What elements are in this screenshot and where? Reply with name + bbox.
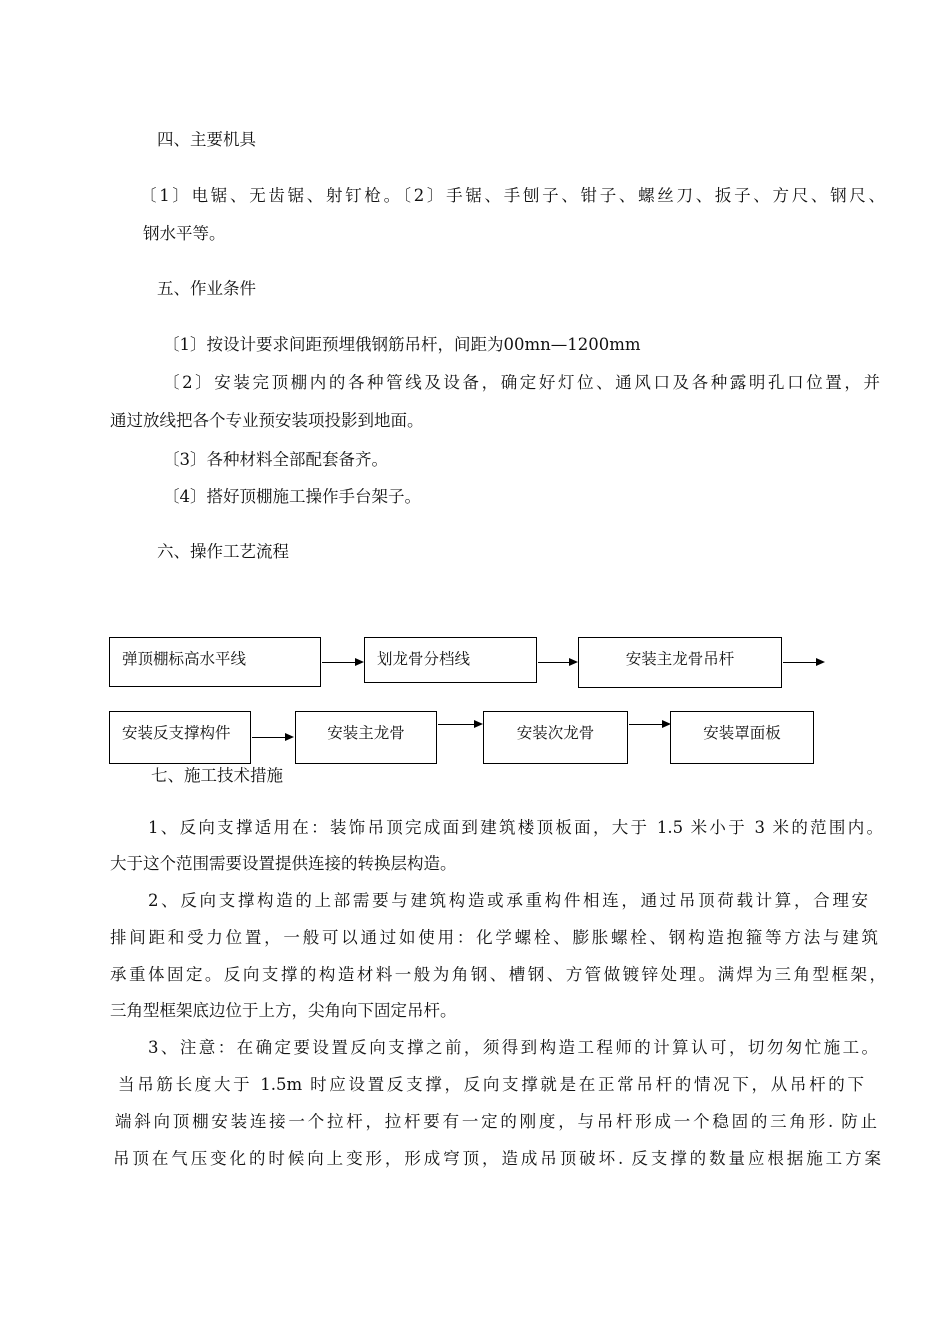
flow-step-4-label: 安装反支撑构件 [122, 724, 231, 742]
flow-step-5-label: 安装主龙骨 [327, 724, 405, 742]
section5-item2a: 〔2〕安装完顶棚内的各种管线及设备，确定好灯位、通风口及各种露明孔口位置，并 [163, 373, 880, 392]
flow-step-6 [483, 711, 628, 764]
section5-item4: 〔4〕搭好顶棚施工操作手台架子。 [163, 487, 421, 506]
section5-item1: 〔1〕按设计要求间距预埋俄钢筋吊杆，间距为00mn—1200mm [163, 335, 641, 354]
flow-arrow-4 [252, 737, 292, 738]
section5-heading: 五、作业条件 [157, 279, 256, 298]
section4-heading: 四、主要机具 [157, 130, 256, 149]
flow-arrow-2 [538, 662, 576, 663]
section7-p2c: 承重体固定。反向支撑的构造材料一般为角钢、槽钢、方管做镀锌处理。满焊为三角型框架， [110, 965, 886, 984]
flow-step-3 [578, 637, 782, 688]
section7-heading: 七、施工技术措施 [151, 766, 283, 785]
flow-step-5 [295, 711, 437, 764]
flow-arrow-1 [322, 662, 362, 663]
flow-step-6-label: 安装次龙骨 [516, 724, 595, 742]
section7-p3: 3、注意：在确定要设置反向支撑之前，须得到构造工程师的计算认可，切勿匆忙施工。 [148, 1038, 878, 1057]
flow-step-7-label: 安装罩面板 [703, 724, 781, 742]
section7-p1b: 大于这个范围需要设置提供连接的转换层构造。 [110, 854, 457, 873]
flow-step-3-label: 安装主龙骨吊杆 [625, 650, 735, 668]
section4-line1: 〔1〕电锯、无齿锯、射钉枪。〔2〕手锯、手刨子、钳子、螺丝刀、扳子、方尺、钢尺、 [140, 186, 885, 205]
flow-step-2 [364, 637, 537, 683]
flow-step-1-label: 弹顶棚标高水平线 [122, 650, 247, 668]
section7-p2d: 三角型框架底边位于上方，尖角向下固定吊杆。 [110, 1001, 457, 1020]
section5-item3: 〔3〕各种材料全部配套备齐。 [163, 450, 388, 469]
section7-p4c: 吊顶在气压变化的时候向上变形，形成穹顶，造成吊顶破坏. 反支撑的数量应根据施工方案 [113, 1149, 881, 1168]
section6-heading: 六、操作工艺流程 [157, 542, 289, 561]
section7-p1a: 1、反向支撑适用在：装饰吊顶完成面到建筑楼顶板面，大于 1.5 米小于 3 米的范围内。 [148, 818, 883, 837]
flow-step-4 [109, 711, 251, 764]
section7-p4a: 当吊筋长度大于 1.5m 时应设置反支撑，反向支撑就是在正常吊杆的情况下，从吊杆的下 [118, 1075, 864, 1094]
flow-step-1 [109, 637, 321, 687]
section4-line2: 钢水平等。 [143, 224, 226, 243]
flow-step-7 [670, 711, 814, 764]
section7-p2b: 排间距和受力位置，一般可以通过如使用：化学螺栓、膨胀螺栓、钢构造抱箍等方法与建筑 [110, 928, 878, 947]
section5-item2b: 通过放线把各个专业预安装项投影到地面。 [110, 411, 424, 430]
flow-arrow-6 [629, 724, 669, 725]
flow-step-2-label: 划龙骨分档线 [377, 650, 471, 668]
flow-arrow-3 [783, 662, 823, 663]
flow-arrow-5 [438, 724, 481, 725]
section7-p4b: 端斜向顶棚安装连接一个拉杆，拉杆要有一定的刚度，与吊杆形成一个稳固的三角形. 防止 [115, 1112, 877, 1131]
section7-p2a: 2、反向支撑构造的上部需要与建筑构造或承重构件相连，通过吊顶荷载计算，合理安 [148, 891, 868, 910]
